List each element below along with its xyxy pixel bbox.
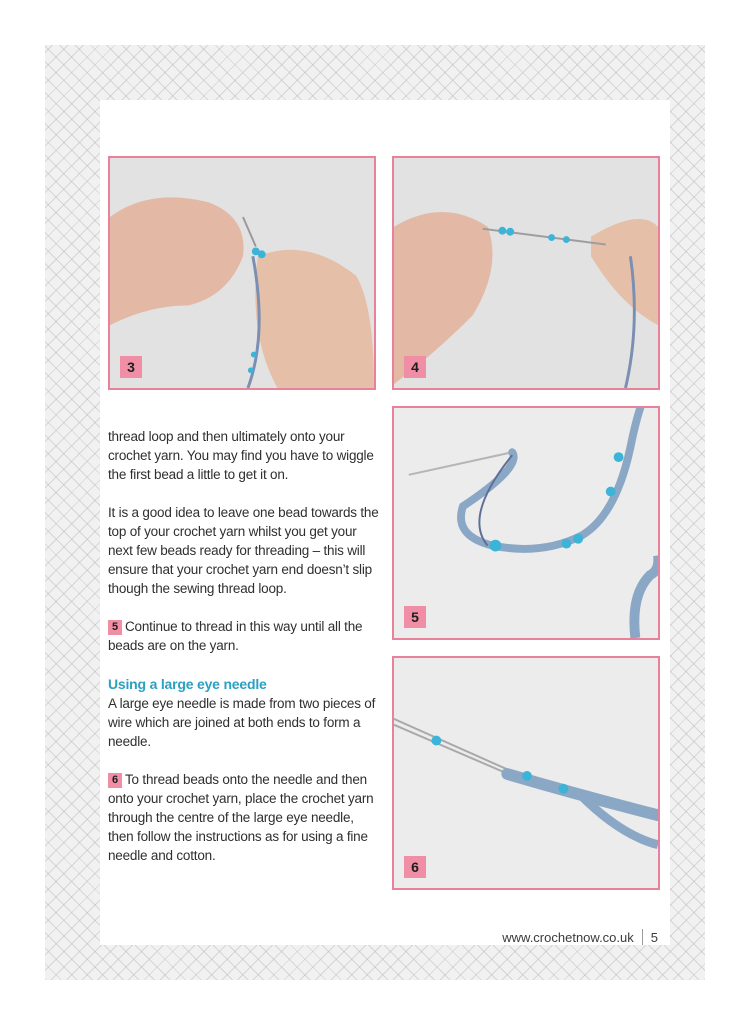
paragraph-step-6 — [108, 770, 380, 865]
paragraph-step-6-text: To thread beads onto the needle and then onto your crochet yarn, place the crochet yarn through the centre of the large eye needle, then follow the instructions as for using a fine needle and cotton. — [108, 772, 374, 863]
subheading-large-eye-needle: Using a large eye needle — [108, 676, 267, 692]
photo-step-4 — [392, 156, 660, 390]
large-eye-needle-illustration — [394, 658, 658, 888]
body-text-column — [108, 427, 380, 865]
inline-step-badge-5: 5 — [108, 620, 122, 635]
paragraph-step-5-text: Continue to thread in this way until all the beads are on the yarn. — [108, 619, 363, 653]
footer-divider — [642, 929, 643, 945]
paragraph-step-5 — [108, 617, 380, 655]
photo-step-5 — [392, 406, 660, 640]
hands-threading-bead-illustration — [110, 158, 374, 388]
step-badge-6: 6 — [404, 856, 426, 878]
photo-step-3 — [108, 156, 376, 390]
photo-step-6 — [392, 656, 660, 890]
inline-step-badge-6: 6 — [108, 773, 122, 788]
footer-website-link[interactable]: www.crochetnow.co.uk — [502, 929, 634, 945]
beads-on-yarn-illustration — [394, 408, 658, 638]
paragraph-large-eye-needle: A large eye needle is made from two pieces of wire which are joined at both ends to form a needle. — [108, 696, 376, 749]
page-footer — [502, 929, 658, 945]
hands-pulling-beads-illustration — [394, 158, 658, 388]
page-number: 5 — [650, 929, 658, 945]
paragraph-thread-loop: thread loop and then ultimately onto your crochet yarn. You may find you have to wiggle the first bead a little to get it on. — [108, 429, 374, 482]
step-badge-5: 5 — [404, 606, 426, 628]
step-badge-4: 4 — [404, 356, 426, 378]
step-badge-3: 3 — [120, 356, 142, 378]
paragraph-leave-one-bead: It is a good idea to leave one bead towards the top of your crochet yarn whilst you get your next few beads ready for threading – this will ensure that your crochet yarn end doesn’t slip though the sewing thread loop. — [108, 505, 379, 596]
